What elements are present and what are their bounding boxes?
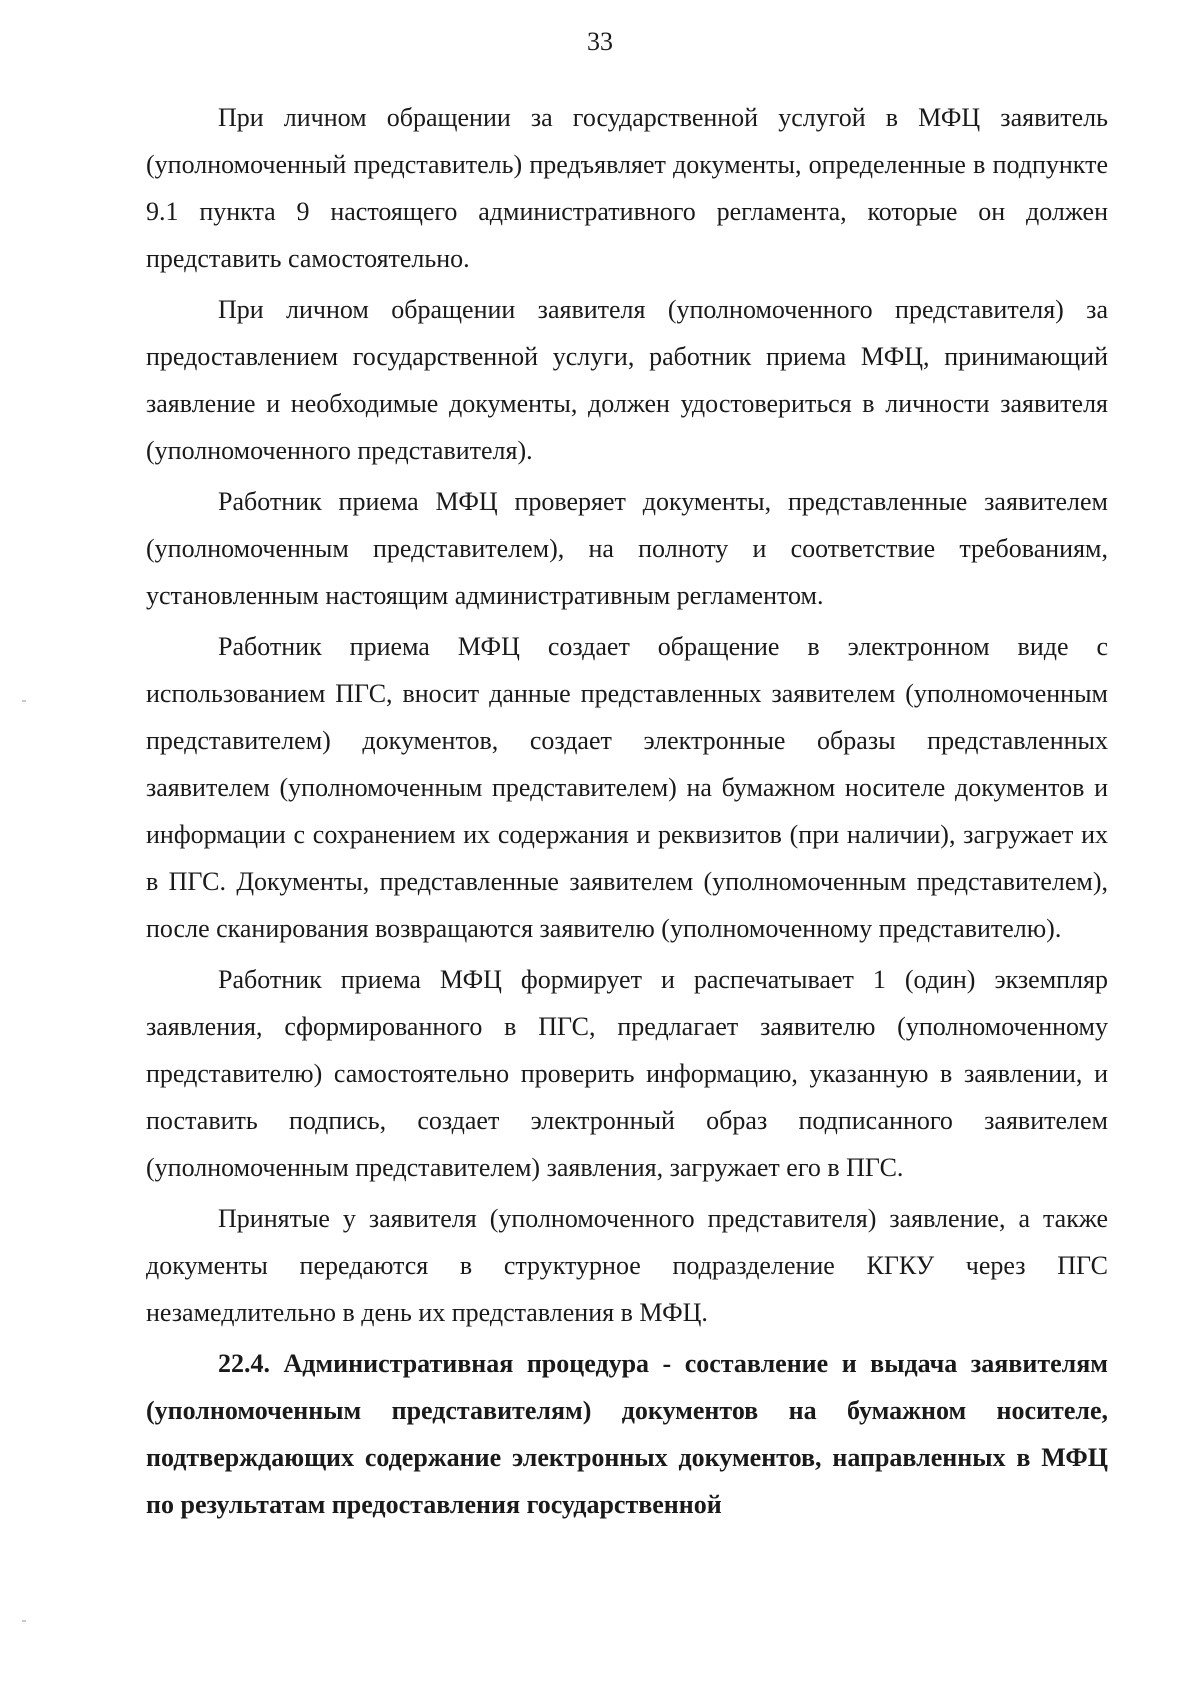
paragraph-6: Принятые у заявителя (уполномоченного представителя) заявление, а также документы передаются в структурное подразделение КГКУ через ПГС незамедлительно в день их представления в МФЦ.	[146, 1204, 1108, 1327]
scan-edge-mark	[22, 700, 26, 702]
scan-edge-mark	[22, 1620, 26, 1622]
paragraph-1: При личном обращении за государственной услугой в МФЦ заявитель (уполномоченный представитель) предъявляет документы, определенные в подпункте 9.1 пункта 9 настоящего административного регламента, которые он должен представить самостоятельно.	[146, 103, 1108, 273]
paragraph-2: При личном обращении заявителя (уполномоченного представителя) за предоставлением государственной услуги, работник приема МФЦ, принимающий заявление и необходимые документы, должен удостовериться в личности заявителя (уполномоченного представителя).	[146, 295, 1108, 465]
paragraph-4: Работник приема МФЦ создает обращение в электронном виде с использованием ПГС, вносит данные представленных заявителем (уполномоченным представителем) документов, создает электронные образы представленных заявителем (уполномоченным представителем) на бумажном носителе документов и информации с сохранением их содержания и реквизитов (при наличии), загружает их в ПГС. Документы, представленные заявителем (уполномоченным представителем), после сканирования возвращаются заявителю (уполномоченному представителю).	[146, 632, 1108, 943]
page-number: 33	[587, 27, 613, 56]
document-body	[146, 94, 1108, 1532]
section-heading-22-4: 22.4. Административная процедура - составление и выдача заявителям (уполномоченным представителям) документов на бумажном носителе, подтверждающих содержание электронных документов, направленных в МФЦ по результатам предоставления государственной	[146, 1349, 1108, 1519]
paragraph-5: Работник приема МФЦ формирует и распечатывает 1 (один) экземпляр заявления, сформированного в ПГС, предлагает заявителю (уполномоченному представителю) самостоятельно проверить информацию, указанную в заявлении, и поставить подпись, создает электронный образ подписанного заявителем (уполномоченным представителем) заявления, загружает его в ПГС.	[146, 965, 1108, 1182]
paragraph-3: Работник приема МФЦ проверяет документы, представленные заявителем (уполномоченным представителем), на полноту и соответствие требованиям, установленным настоящим административным регламентом.	[146, 487, 1108, 610]
